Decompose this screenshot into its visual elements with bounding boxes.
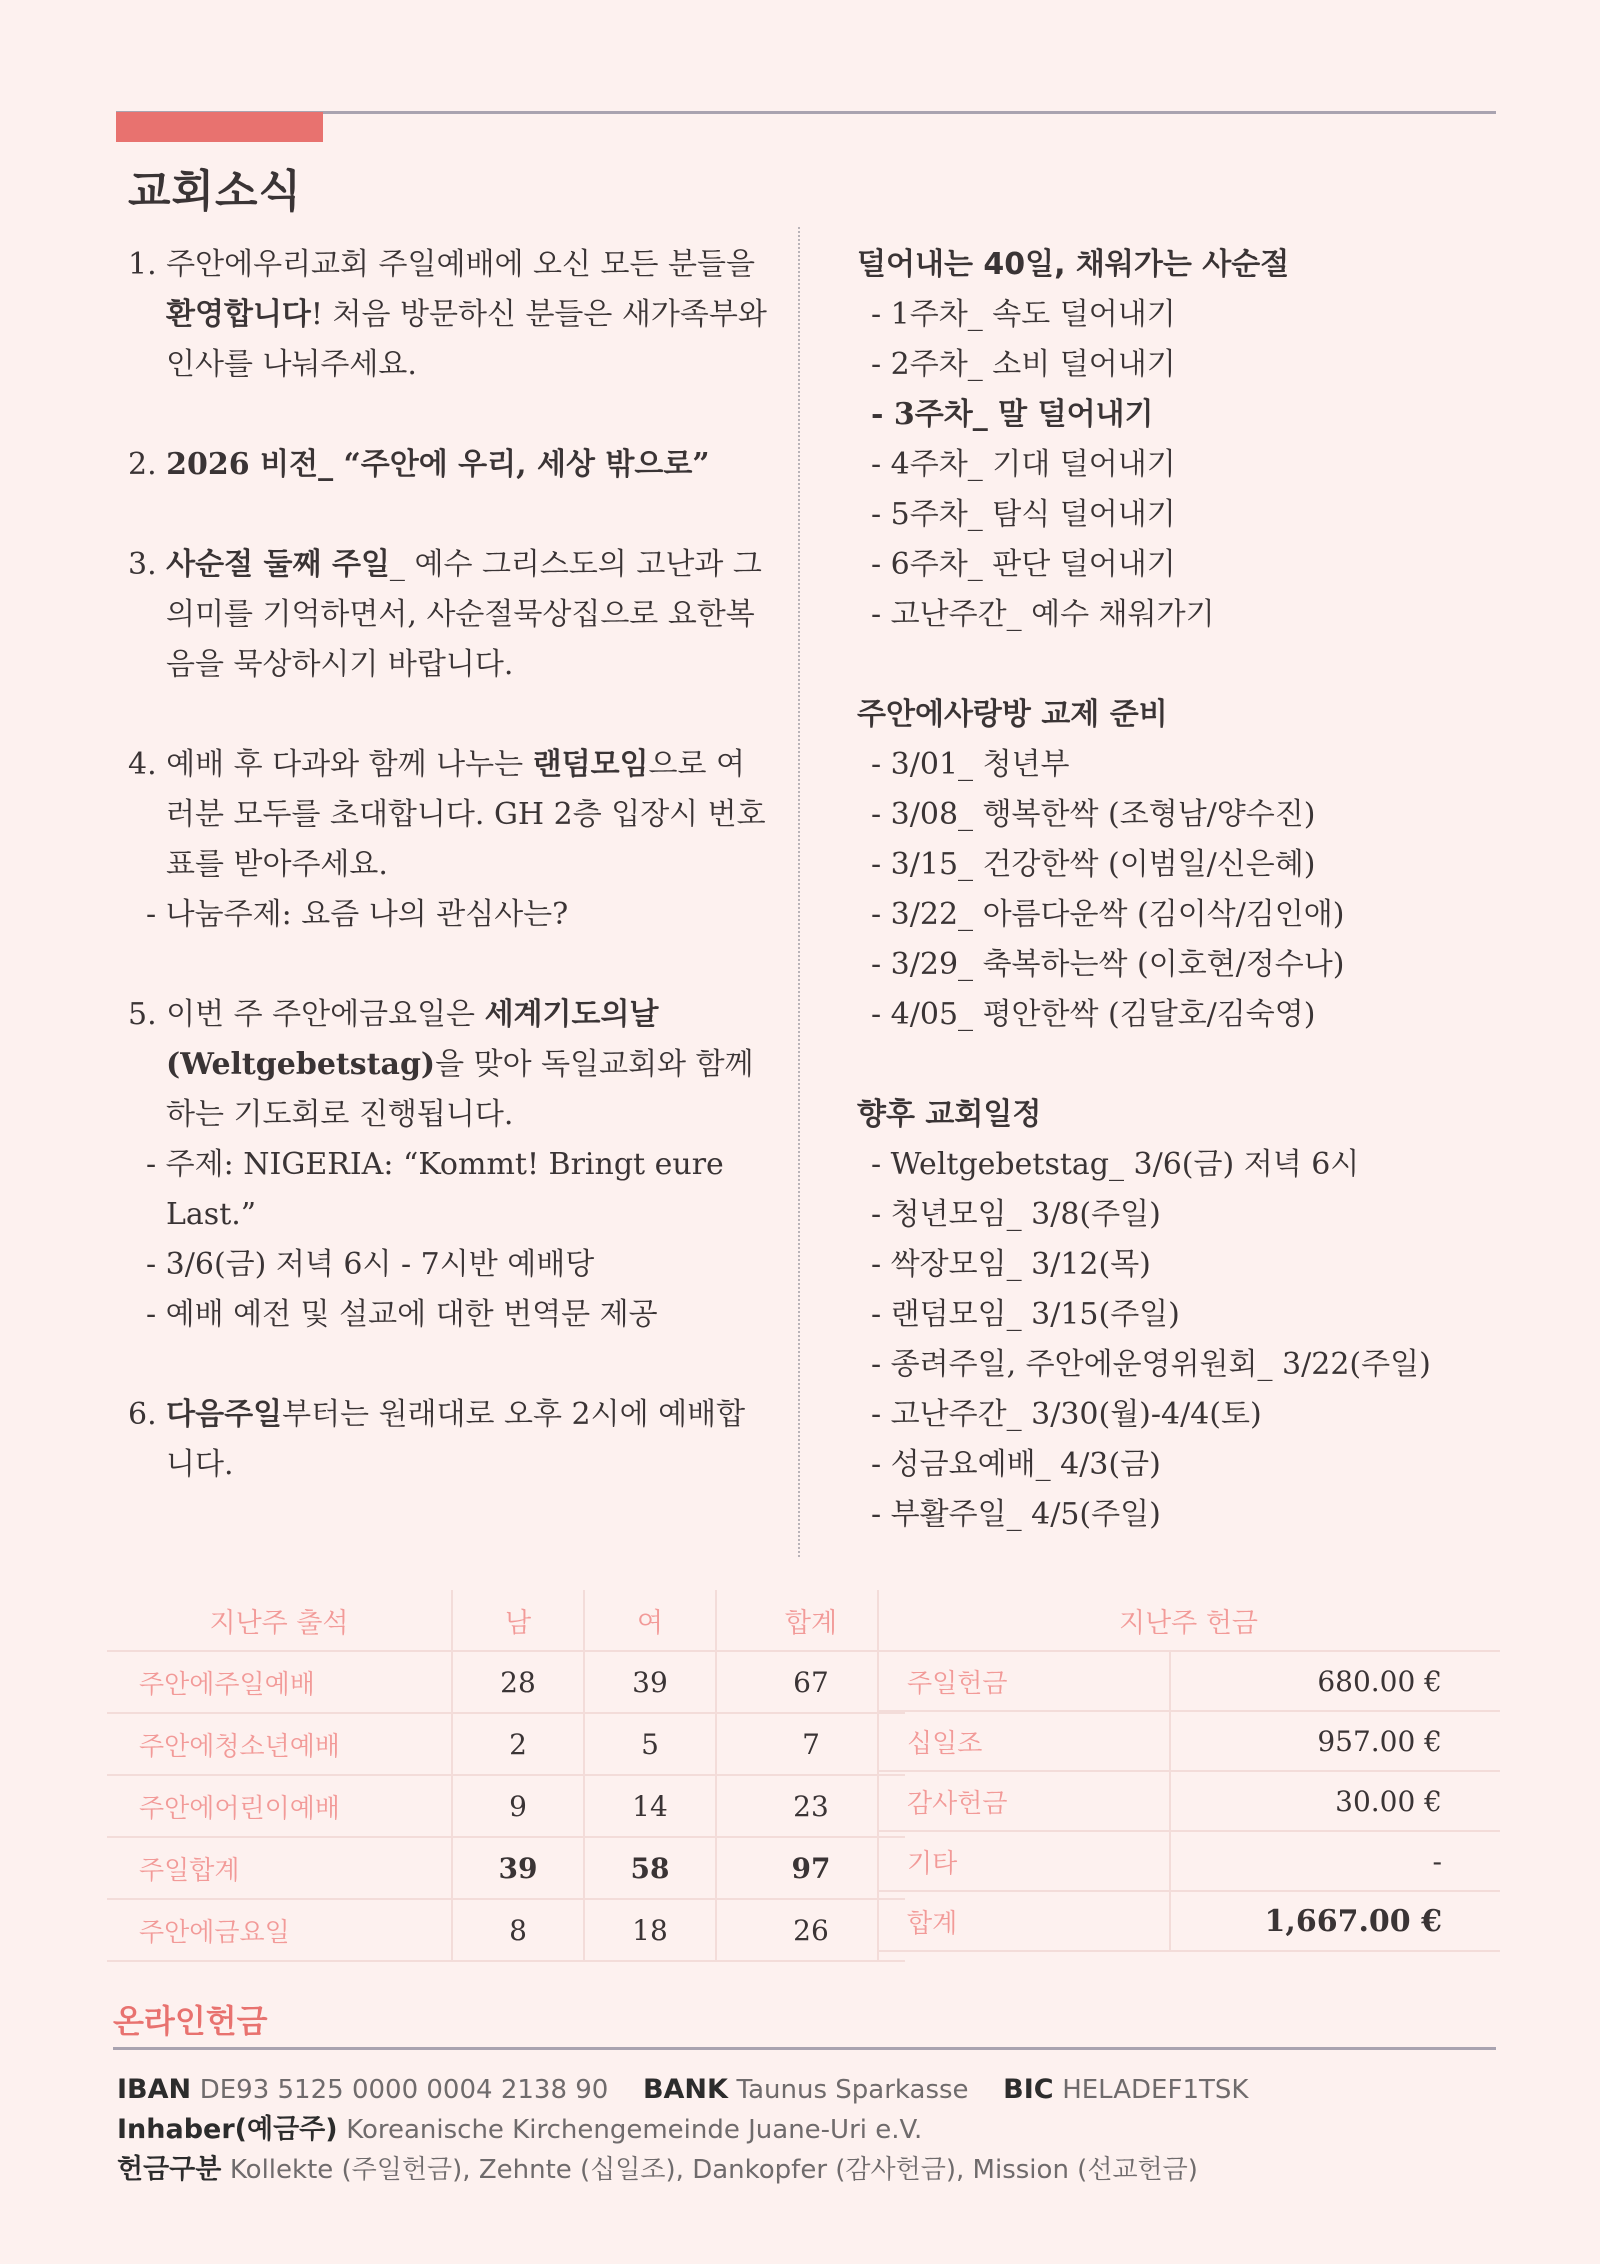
news-emphasis: (Weltgebetstag): [166, 1047, 436, 1082]
table-header-row: [107, 1590, 905, 1651]
iban-value: DE93 5125 0000 0004 2138 90: [199, 2075, 609, 2105]
table-cell: -: [1170, 1831, 1500, 1891]
purpose-value: Kollekte (주일헌금), Zehnte (십일조), Dankopfer (감사헌금), Mission (선교헌금): [229, 2155, 1198, 2185]
iban-label: IBAN: [117, 2074, 192, 2105]
news-item-5: [128, 990, 768, 1140]
table-cell: 8: [452, 1899, 584, 1961]
column-header: 지난주 출석: [107, 1590, 452, 1651]
row-label: 주일헌금: [877, 1651, 1170, 1711]
purpose-label: 헌금구분: [117, 2154, 222, 2185]
sidebar-lists: [857, 240, 1517, 1540]
news-subitem: - 3/6(금) 저녁 6시 - 7시반 예배당: [146, 1247, 595, 1282]
news-emphasis: 다음주일: [166, 1397, 283, 1432]
news-number: 3.: [128, 547, 167, 582]
news-subitem: Last.”: [166, 1197, 257, 1232]
news-subitem: - 예배 예전 및 설교에 대한 번역문 제공: [146, 1297, 658, 1332]
list-item: - Weltgebetstag_ 3/6(금) 저녁 6시: [871, 1147, 1360, 1182]
table-cell: 39: [584, 1651, 716, 1713]
list-item-current: - 3주차_ 말 덜어내기: [871, 397, 1154, 432]
table-cell: 58: [584, 1837, 716, 1899]
column-header: 지난주 헌금: [877, 1590, 1500, 1651]
news-emphasis: 사순절 둘째 주일: [166, 547, 390, 582]
table-cell: 1,667.00 €: [1170, 1891, 1500, 1951]
bank-line-3: [117, 2150, 1248, 2190]
row-label: 합계: [877, 1891, 1170, 1951]
table-cell: 2: [452, 1713, 584, 1775]
table-cell: 28: [452, 1651, 584, 1713]
list-item: - 고난주간_ 예수 채워가기: [871, 597, 1215, 632]
table-cell: 23: [716, 1775, 905, 1837]
table-header-row: [877, 1590, 1500, 1651]
table-cell: 680.00 €: [1170, 1651, 1500, 1711]
list-item: - 3/08_ 행복한싹 (조형남/양수진): [871, 797, 1316, 832]
news-text: 부터는 원래대로 오후 2시에 예배합니다.: [166, 1397, 746, 1482]
lent-title: 덜어내는 40일, 채워가는 사순절: [857, 247, 1290, 282]
row-label: 기타: [877, 1831, 1170, 1891]
table-cell: 5: [584, 1713, 716, 1775]
news-text: 4. 예배 후 다과와 함께 나누는: [128, 747, 533, 782]
news-text: 으로 여러분 모두를 초대합니다. GH 2층 입장시 번호표를 받아주세요.: [166, 747, 766, 882]
news-text: 5. 이번 주 주안에금요일은: [128, 997, 485, 1032]
page-title: 교회소식: [128, 166, 303, 217]
table-cell: 18: [584, 1899, 716, 1961]
table-cell: 14: [584, 1775, 716, 1837]
column-header: 남: [452, 1590, 584, 1651]
table-row: [877, 1651, 1500, 1711]
list-item: - 종려주일, 주안에운영위원회_ 3/22(주일): [871, 1347, 1431, 1382]
row-label: 주안에청소년예배: [107, 1713, 452, 1775]
news-text: ! 처음 방문하신 분들은 새가족부와 인사를 나눠주세요.: [166, 297, 767, 382]
list-item: - 6주차_ 판단 덜어내기: [871, 547, 1176, 582]
list-item: - 3/01_ 청년부: [871, 747, 1070, 782]
bic-label: BIC: [1003, 2074, 1054, 2105]
holder-value: Koreanische Kirchengemeinde Juane-Uri e.V.: [346, 2115, 923, 2145]
list-item: - 2주차_ 소비 덜어내기: [871, 347, 1176, 382]
online-offering-title: 온라인헌금: [113, 2002, 268, 2040]
column-header: 합계: [716, 1590, 905, 1651]
row-label: 주안에금요일: [107, 1899, 452, 1961]
news-text: _ 예수 그리스도의 고난과 그 의미를 기억하면서, 사순절묵상집으로 요한복음을 묵상하시기 바랍니다.: [166, 547, 762, 682]
bank-label: BANK: [642, 2074, 728, 2105]
schedule-title: 향후 교회일정: [857, 1097, 1042, 1132]
bank-info: [117, 2070, 1248, 2190]
news-subitem: - 나눔주제: 요즘 나의 관심사는?: [146, 897, 569, 932]
table-row: [877, 1711, 1500, 1771]
column-header: 여: [584, 1590, 716, 1651]
table-row-total: [877, 1891, 1500, 1951]
bic-value: HELADEF1TSK: [1062, 2075, 1249, 2105]
bottom-rule: [113, 2047, 1496, 2050]
table-cell: 957.00 €: [1170, 1711, 1500, 1771]
row-label: 주안에어린이예배: [107, 1775, 452, 1837]
row-label: 주안에주일예배: [107, 1651, 452, 1713]
news-item-6: [128, 1390, 768, 1490]
table-cell: 30.00 €: [1170, 1771, 1500, 1831]
table-row-total: [107, 1837, 905, 1899]
row-label: 주일합계: [107, 1837, 452, 1899]
list-item: - 싹장모임_ 3/12(목): [871, 1247, 1151, 1282]
table-row: [107, 1713, 905, 1775]
list-item: - 부활주일_ 4/5(주일): [871, 1497, 1161, 1532]
row-label: 감사헌금: [877, 1771, 1170, 1831]
bank-line-1: [117, 2070, 1248, 2110]
list-item: - 5주차_ 탐식 덜어내기: [871, 497, 1176, 532]
table-cell: 67: [716, 1651, 905, 1713]
bank-value: Taunus Sparkasse: [736, 2075, 969, 2105]
news-number: 2.: [128, 447, 167, 482]
table-row: [107, 1651, 905, 1713]
table-cell: 39: [452, 1837, 584, 1899]
table-cell: 97: [716, 1837, 905, 1899]
news-emphasis: 환영합니다: [166, 297, 311, 332]
table-row: [877, 1771, 1500, 1831]
top-rule: [116, 111, 1496, 114]
bank-line-2: [117, 2110, 1248, 2150]
news-emphasis: 랜덤모임: [532, 747, 649, 782]
news-item-4: [128, 740, 768, 890]
sarangbang-title: 주안에사랑방 교제 준비: [857, 697, 1168, 732]
table-row: [107, 1899, 905, 1961]
news-number: 6.: [128, 1397, 167, 1432]
title-accent-bar: [116, 112, 323, 142]
news-item-3: [128, 540, 768, 690]
list-item: - 청년모임_ 3/8(주일): [871, 1197, 1161, 1232]
news-emphasis: 세계기도의날: [484, 997, 659, 1032]
holder-label: Inhaber(예금주): [117, 2114, 338, 2145]
table-cell: 7: [716, 1713, 905, 1775]
news-item-2: [128, 440, 768, 490]
list-item: - 성금요예배_ 4/3(금): [871, 1447, 1161, 1482]
column-divider: [798, 227, 800, 1557]
table-row: [877, 1831, 1500, 1891]
list-item: - 4주차_ 기대 덜어내기: [871, 447, 1176, 482]
news-list: [128, 240, 768, 1540]
list-item: - 고난주간_ 3/30(월)-4/4(토): [871, 1397, 1262, 1432]
list-item: - 4/05_ 평안한싹 (김달호/김숙영): [871, 997, 1316, 1032]
list-item: - 랜덤모임_ 3/15(주일): [871, 1297, 1180, 1332]
offering-table: [877, 1590, 1500, 1952]
list-item: - 3/29_ 축복하는싹 (이호현/정수나): [871, 947, 1345, 982]
table-cell: 9: [452, 1775, 584, 1837]
news-item-1: [128, 240, 768, 390]
news-text: 을 맞아 독일교회와 함께 하는 기도회로 진행됩니다.: [166, 1047, 754, 1132]
table-cell: 26: [716, 1899, 905, 1961]
list-item: - 3/15_ 건강한싹 (이범일/신은혜): [871, 847, 1316, 882]
news-subitem: - 주제: NIGERIA: “Kommt! Bringt eure: [146, 1147, 724, 1182]
attendance-table: [107, 1590, 905, 1962]
row-label: 십일조: [877, 1711, 1170, 1771]
table-row: [107, 1775, 905, 1837]
news-emphasis: 2026 비전_ “주안에 우리, 세상 밖으로”: [166, 447, 710, 482]
list-item: - 1주차_ 속도 덜어내기: [871, 297, 1176, 332]
list-item: - 3/22_ 아름다운싹 (김이삭/김인애): [871, 897, 1345, 932]
news-text: 1. 주안에우리교회 주일예배에 오신 모든 분들을: [128, 247, 755, 282]
